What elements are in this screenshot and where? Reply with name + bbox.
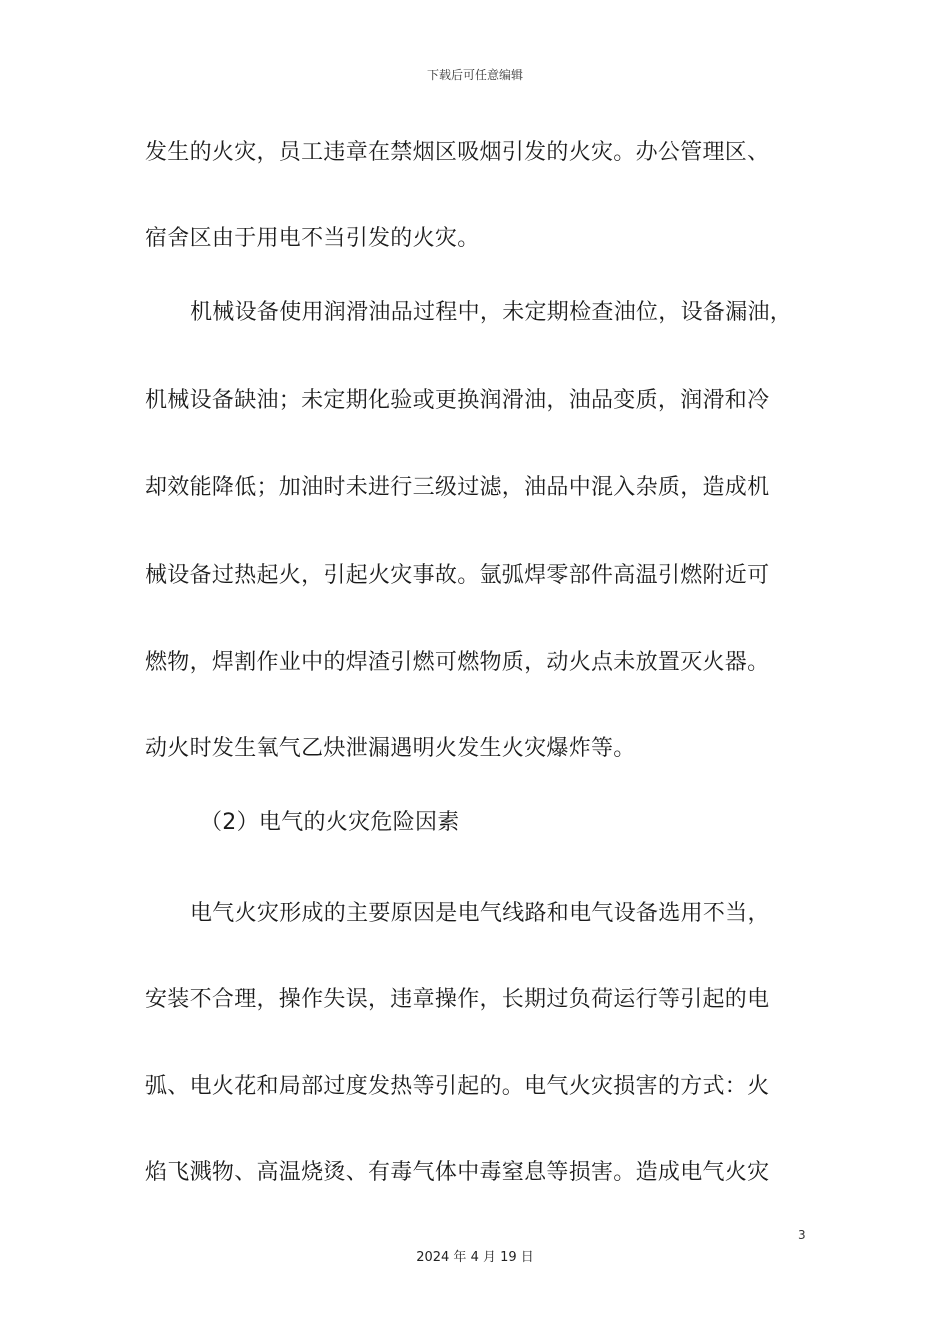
- body-line: 燃物，焊割作业中的焊渣引燃可燃物质，动火点未放置灭火器。: [145, 650, 770, 675]
- page-number: 3: [798, 1228, 806, 1242]
- body-line: 安装不合理，操作失误，违章操作，长期过负荷运行等引起的电: [145, 987, 770, 1012]
- body-line: 宿舍区由于用电不当引发的火灾。: [145, 226, 480, 251]
- body-line: 动火时发生氧气乙炔泄漏遇明火发生火灾爆炸等。: [145, 736, 636, 761]
- page-footer-date: 2024 年 4 月 19 日: [416, 1250, 534, 1265]
- body-line: 发生的火灾，员工违章在禁烟区吸烟引发的火灾。办公管理区、: [145, 140, 770, 165]
- body-line: 却效能降低；加油时未进行三级过滤，油品中混入杂质，造成机: [145, 475, 770, 500]
- section-heading: （2）电气的火灾危险因素: [200, 810, 460, 835]
- page-header: 下载后可任意编辑: [426, 68, 523, 82]
- paragraph-first-line: 电气火灾形成的主要原因是电气线路和电气设备选用不当，: [190, 901, 770, 926]
- paragraph-first-line: 机械设备使用润滑油品过程中，未定期检查油位，设备漏油，: [190, 300, 793, 325]
- body-line: 弧、电火花和局部过度发热等引起的。电气火灾损害的方式：火: [145, 1074, 770, 1099]
- body-line: 焰飞溅物、高温烧烫、有毒气体中毒窒息等损害。造成电气火灾: [145, 1160, 770, 1185]
- body-line: 械设备过热起火，引起火灾事故。氩弧焊零部件高温引燃附近可: [145, 563, 770, 588]
- body-line: 机械设备缺油；未定期化验或更换润滑油，油品变质，润滑和冷: [145, 388, 770, 413]
